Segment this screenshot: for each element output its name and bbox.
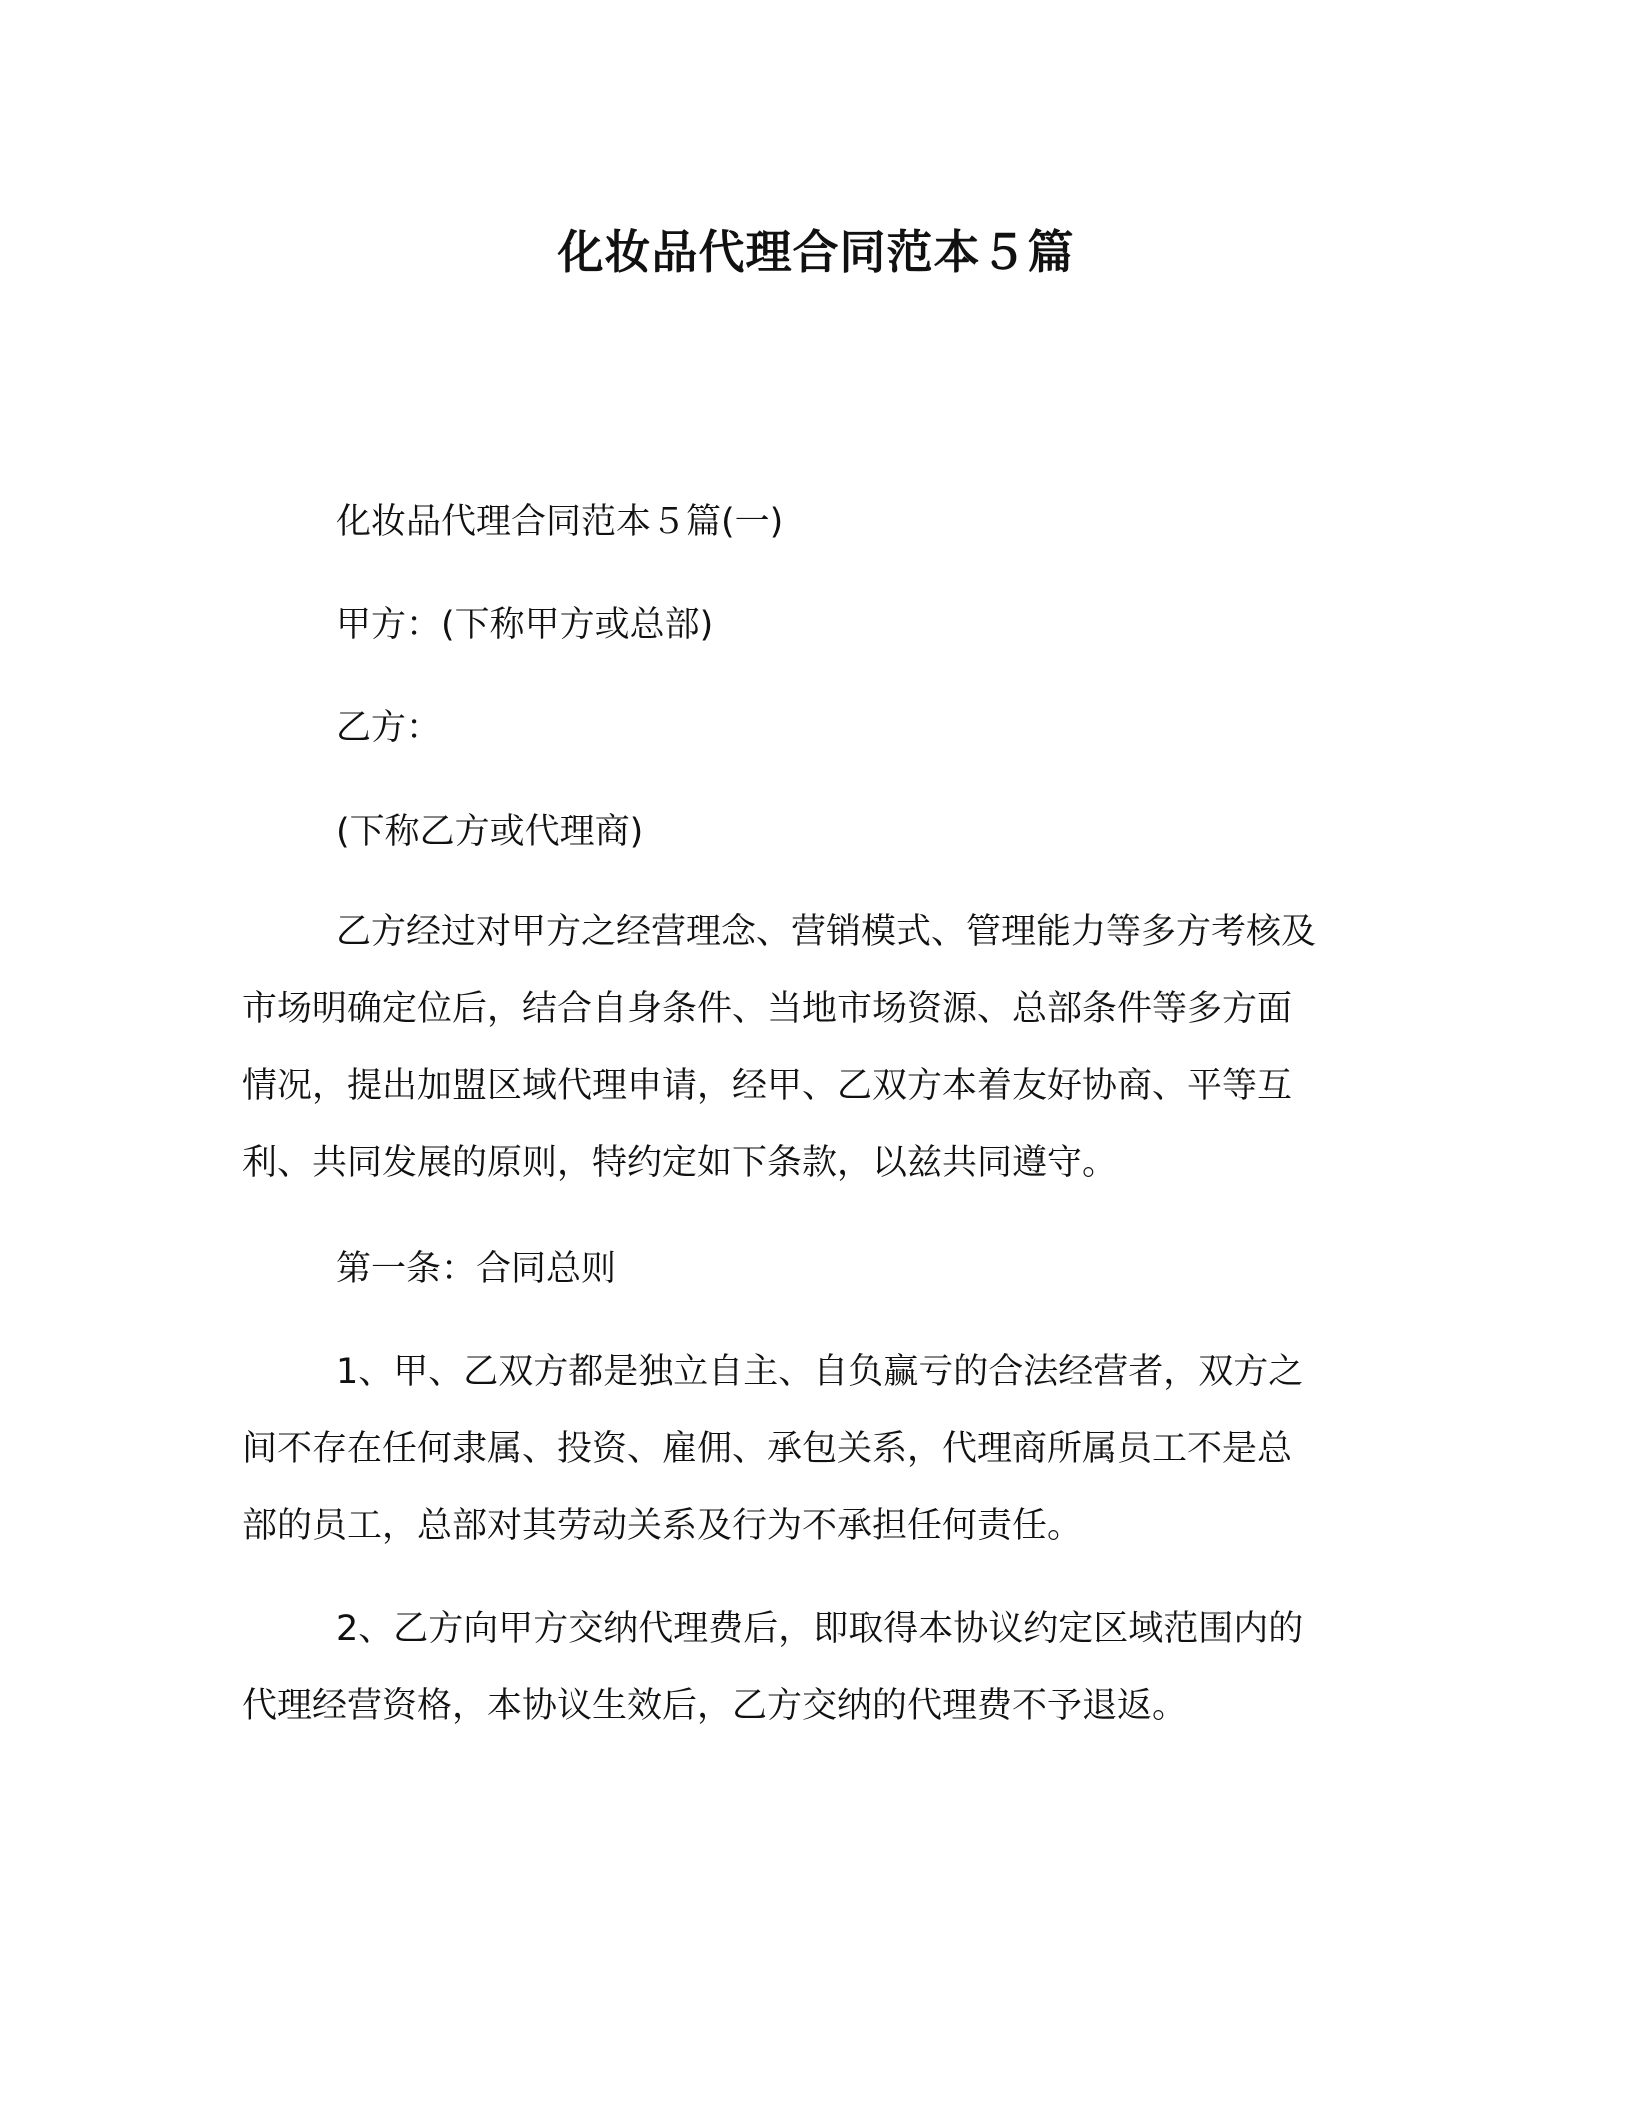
clause-line: 间不存在任何隶属、投资、雇佣、承包关系，代理商所属员工不是总 bbox=[242, 1429, 1293, 1469]
preamble-line: 情况，提出加盟区域代理申请，经甲、乙双方本着友好协商、平等互 bbox=[242, 1066, 1293, 1106]
clause-line: 2、乙方向甲方交纳代理费后，即取得本协议约定区域范围内的 bbox=[336, 1609, 1304, 1649]
preamble-line: 利、共同发展的原则，特约定如下条款，以兹共同遵守。 bbox=[242, 1143, 1118, 1183]
party-a-line: 甲方：(下称甲方或总部) bbox=[336, 605, 714, 645]
party-b-line: 乙方： bbox=[336, 708, 442, 748]
party-b-note: (下称乙方或代理商) bbox=[336, 812, 644, 852]
document-title: 化妆品代理合同范本５篇 bbox=[557, 225, 1075, 279]
preamble-line: 市场明确定位后，结合自身条件、当地市场资源、总部条件等多方面 bbox=[242, 989, 1293, 1029]
article-heading: 第一条：合同总则 bbox=[336, 1249, 617, 1289]
clause-line: 1、甲、乙双方都是独立自主、自负赢亏的合法经营者，双方之 bbox=[336, 1352, 1304, 1392]
clause-line: 代理经营资格，本协议生效后，乙方交纳的代理费不予退返。 bbox=[242, 1686, 1188, 1726]
section-heading: 化妆品代理合同范本５篇(一) bbox=[336, 502, 784, 542]
preamble-line: 乙方经过对甲方之经营理念、营销模式、管理能力等多方考核及 bbox=[336, 912, 1317, 952]
clause-line: 部的员工，总部对其劳动关系及行为不承担任何责任。 bbox=[242, 1506, 1083, 1546]
